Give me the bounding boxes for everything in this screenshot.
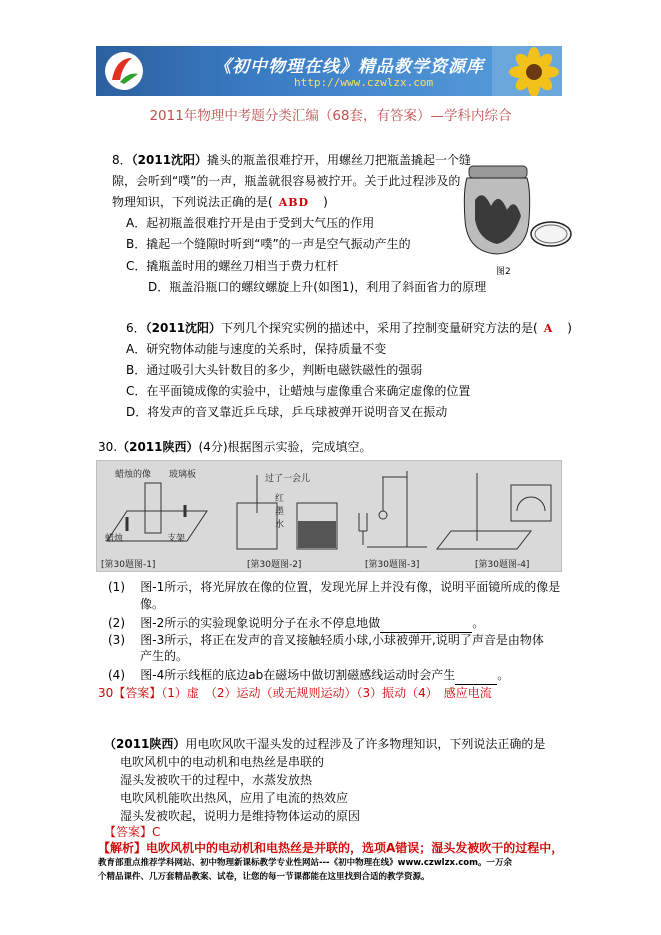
q8-paren: ) [323, 195, 328, 209]
q6-answer: A [543, 322, 554, 335]
banner-title: 《初中物理在线》精品教学资源库 [214, 57, 484, 77]
fig1-label-glass: 玻璃板 [169, 470, 197, 480]
fig1-label-stand: 支架 [167, 534, 186, 544]
q-next-analysis: 【解析】电吹风机中的电动机和电热丝是并联的，选项A错误；湿头发被吹干的过程中， [98, 841, 564, 855]
q30-item-1-text: 图-1所示，将光屏放在像的位置，发现光屏上并没有像，说明平面镜所成的像是 [140, 580, 561, 594]
q8-number: 8． [112, 153, 132, 167]
q30-item-4 [108, 665, 509, 685]
q30-item-4-end: 。 [497, 668, 510, 682]
q6-stem-text: 下列几个探究实例的描述中，采用了控制变量研究方法的是( [221, 321, 538, 335]
fig1-caption: [第30题图-1] [101, 560, 156, 570]
q30-item-4-num: (4) [108, 668, 125, 682]
q6-paren: ) [567, 321, 572, 335]
q8-stem-2: 隙，会听到“噗”的一声，瓶盖就很容易被拧开。关于此过程涉及的 [112, 174, 461, 188]
figure-caption: 图2 [496, 267, 511, 277]
q30-item-2-num: (2) [108, 616, 125, 630]
q30-item-2-end: 。 [472, 616, 485, 630]
fig3-caption: [第30题图-3] [365, 560, 420, 570]
q6-option-a: A．研究物体动能与速度的关系时，保持质量不变 [126, 342, 387, 356]
q-next-stem-text: 用电吹风吹干湿头发的过程涉及了许多物理知识，下列说法正确的是 [185, 737, 546, 751]
q30-source: （2011陕西） [117, 440, 199, 454]
q6-option-c: C．在平面镜成像的实验中，让蜡烛与虚像重合来确定虚像的位置 [126, 384, 471, 398]
fig2-caption: [第30题图-2] [247, 560, 302, 570]
q30-item-3-cont: 产生的。 [140, 649, 189, 663]
site-logo-icon [102, 50, 146, 92]
header-banner [96, 46, 562, 96]
q-next-answer-label: 【答案】 [104, 825, 153, 839]
q-next-option-4: 湿头发被吹起，说明力是维持物体运动的原因 [120, 809, 361, 823]
q30-item-4-text: 图-4所示线框的底边ab在磁场中做切割磁感线运动时会产生 [140, 668, 456, 682]
footer-line-1: 教育部重点推荐学科网站、初中物理新课标教学专业性网站---《初中物理在线》www.czwlzx.com。一万余 [98, 858, 512, 868]
q8-line3 [112, 192, 328, 213]
q8-option-a: A．起初瓶盖很难拧开是由于受到大气压的作用 [126, 216, 375, 230]
q-next-stem [104, 734, 545, 754]
q6-option-b: B．通过吸引大头针数目的多少，判断电磁铁磁性的强弱 [126, 363, 423, 377]
q30-stem [98, 437, 372, 457]
q8-line1 [112, 150, 471, 170]
q6-number: 6． [126, 321, 146, 335]
q6-option-d: D．将发声的音叉靠近乒乓球，乒乓球被弹开说明音叉在振动 [126, 405, 448, 419]
footer-line-2: 个精品课件、几万套精品教案、试卷，让您的每一节课都能在这里找到合适的教学资源。 [98, 872, 430, 882]
q8-option-b: B．撬起一个缝隙时听到“噗”的一声是空气振动产生的 [126, 237, 411, 251]
q30-stem-text: (4分)根据图示实验，完成填空。 [198, 440, 372, 454]
q30-number: 30. [98, 440, 118, 454]
q30-item-1-num: (1) [108, 580, 125, 594]
q-next-option-3: 电吹风机能吹出热风，应用了电流的热效应 [120, 791, 349, 805]
experiment-drawings [97, 461, 561, 571]
q8-stem-1: 撬头的瓶盖很难拧开，用螺丝刀把瓶盖撬起一个缝 [207, 153, 472, 167]
q8-option-c: C．撬瓶盖时用的螺丝刀相当于费力杠杆 [126, 259, 339, 273]
fig1-label-image: 蜡烛的像 [115, 470, 152, 480]
q-next-source: （2011陕西） [104, 737, 186, 751]
experiment-figures [96, 460, 562, 572]
q-next-option-2: 湿头发被吹干的过程中，水蒸发放热 [120, 773, 313, 787]
q30-item-3-text: 图-3所示，将正在发声的音叉接触轻质小球,小球被弹开,说明了声音是由物体 [140, 633, 544, 647]
sunflower-icon [492, 46, 562, 96]
q8-option-d: D．瓶盖沿瓶口的螺纹螺旋上升(如图1)，利用了斜面省力的原理 [148, 280, 487, 294]
q30-item-2-text: 图-2所示的实验现象说明分子在永不停息地做 [140, 616, 381, 630]
q30-item-1-cont: 像。 [140, 597, 165, 611]
page-footer [98, 856, 568, 884]
fig2-label-ink: 红墨水 [275, 494, 285, 530]
q30-item-3-num: (3) [108, 633, 125, 647]
q8-answer: ABD [278, 196, 310, 209]
q6-stem [126, 318, 572, 339]
q30-item-1 [108, 577, 560, 597]
fig4-caption: [第30题图-4] [475, 560, 530, 570]
q8-source: （2011沈阳） [131, 153, 208, 167]
q30-answer: 30【答案】（1）虚 （2）运动（或无规则运动）（3）振动（4） 感应电流 [98, 686, 492, 700]
q8-stem-3: 物理知识，下列说法正确的是( [112, 195, 273, 209]
fig1-label-candle: 蜡烛 [105, 534, 124, 544]
fig2-label-wait: 过了一会儿 [265, 474, 311, 484]
banner-url[interactable]: http://www.czwlzx.com [294, 76, 434, 89]
page-title: 2011年物理中考题分类汇编（68套，有答案）—学科内综合 [149, 108, 512, 124]
jar-figure [463, 160, 573, 260]
q-next-answer-value: C [152, 825, 161, 839]
q-next-option-1: 电吹风机中的电动机和电热丝是串联的 [120, 755, 325, 769]
q6-source: （2011沈阳） [145, 321, 222, 335]
